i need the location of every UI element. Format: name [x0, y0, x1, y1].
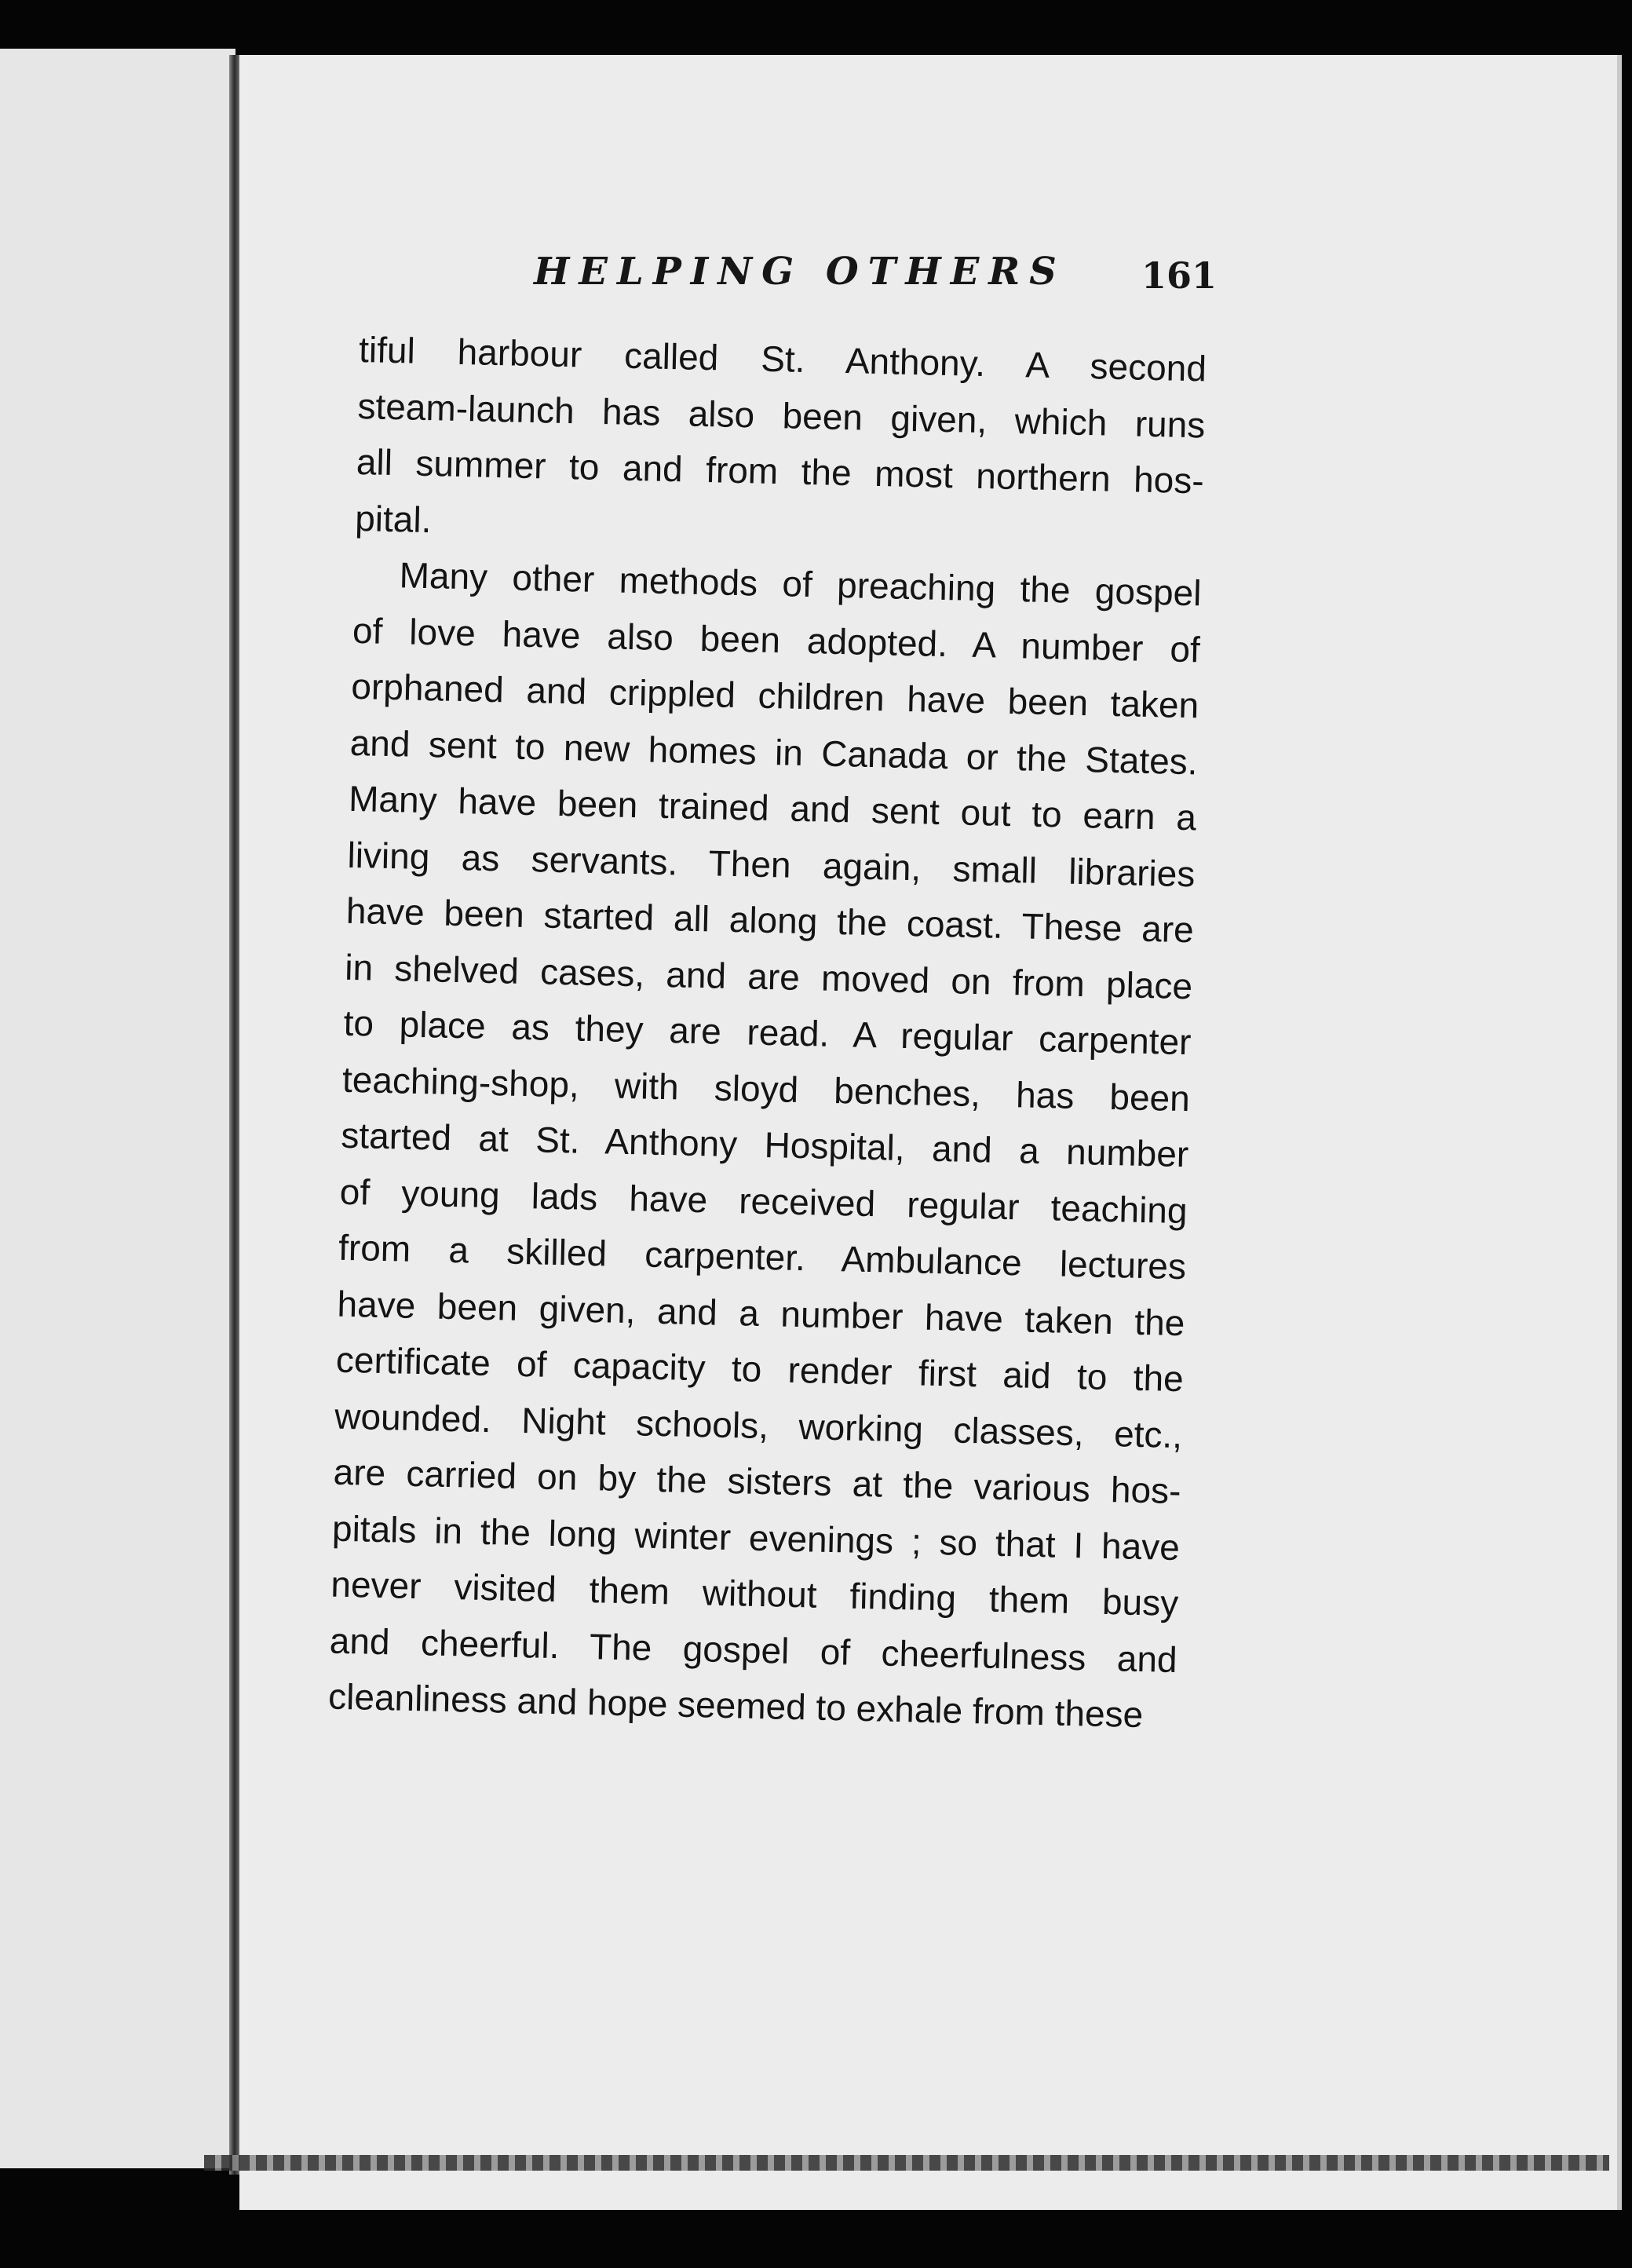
body-text — [327, 322, 1207, 1744]
text-line: tiful harbour called St. Anthony. A second — [358, 328, 1207, 389]
page-number: 161 — [1141, 254, 1217, 297]
paragraph — [355, 322, 1207, 565]
text-line: wounded. Night schools, working classes, etc., — [334, 1395, 1183, 1455]
text-line: from a skilled carpenter. Ambulance lectures — [338, 1226, 1187, 1287]
text-line: steam-launch has also been given, which runs — [356, 385, 1206, 445]
text-line: started at St. Anthony Hospital, and a number — [340, 1114, 1189, 1175]
text-line: are carried on by the sisters at the various hos- — [333, 1451, 1182, 1512]
text-line: Many other methods of preaching the gospel — [399, 554, 1203, 614]
text-line: of love have also been adopted. A number of — [352, 609, 1201, 670]
text-line: certificate of capacity to render first aid to the — [335, 1339, 1185, 1400]
text-line: of young lads have received regular teaching — [339, 1171, 1188, 1231]
text-line: cleanliness and hope seemed to exhale from these — [327, 1675, 1144, 1736]
text-line: never visited them without finding them busy — [330, 1563, 1179, 1624]
text-line: and sent to new homes in Canada or the States. — [349, 721, 1199, 782]
text-line: to place as they are read. A regular carpenter — [343, 1002, 1192, 1063]
facing-page-edge — [0, 49, 235, 2168]
text-line: have been started all along the coast. These are — [345, 889, 1195, 951]
text-line: teaching-shop, with sloyd benches, has been — [341, 1058, 1191, 1119]
text-line: pitals in the long winter evenings ; so that I have — [331, 1507, 1181, 1568]
running-title: HELPING OTHERS — [534, 250, 1066, 294]
text-line: and cheerful. The gospel of cheerfulness and — [329, 1620, 1178, 1680]
paragraph — [327, 546, 1202, 1744]
text-line: living as servants. Then again, small libraries — [347, 834, 1196, 894]
text-line: orphaned and crippled children have been taken — [350, 665, 1199, 726]
running-head — [534, 250, 1217, 312]
text-line: pital. — [354, 497, 433, 540]
text-line: have been given, and a number have taken the — [337, 1283, 1185, 1343]
text-line: in shelved cases, and are moved on from place — [344, 946, 1193, 1006]
page-bottom-edge — [204, 2155, 1609, 2171]
text-line: Many have been trained and sent out to earn a — [348, 777, 1197, 838]
text-line: all summer to and from the most northern hos- — [356, 440, 1205, 502]
